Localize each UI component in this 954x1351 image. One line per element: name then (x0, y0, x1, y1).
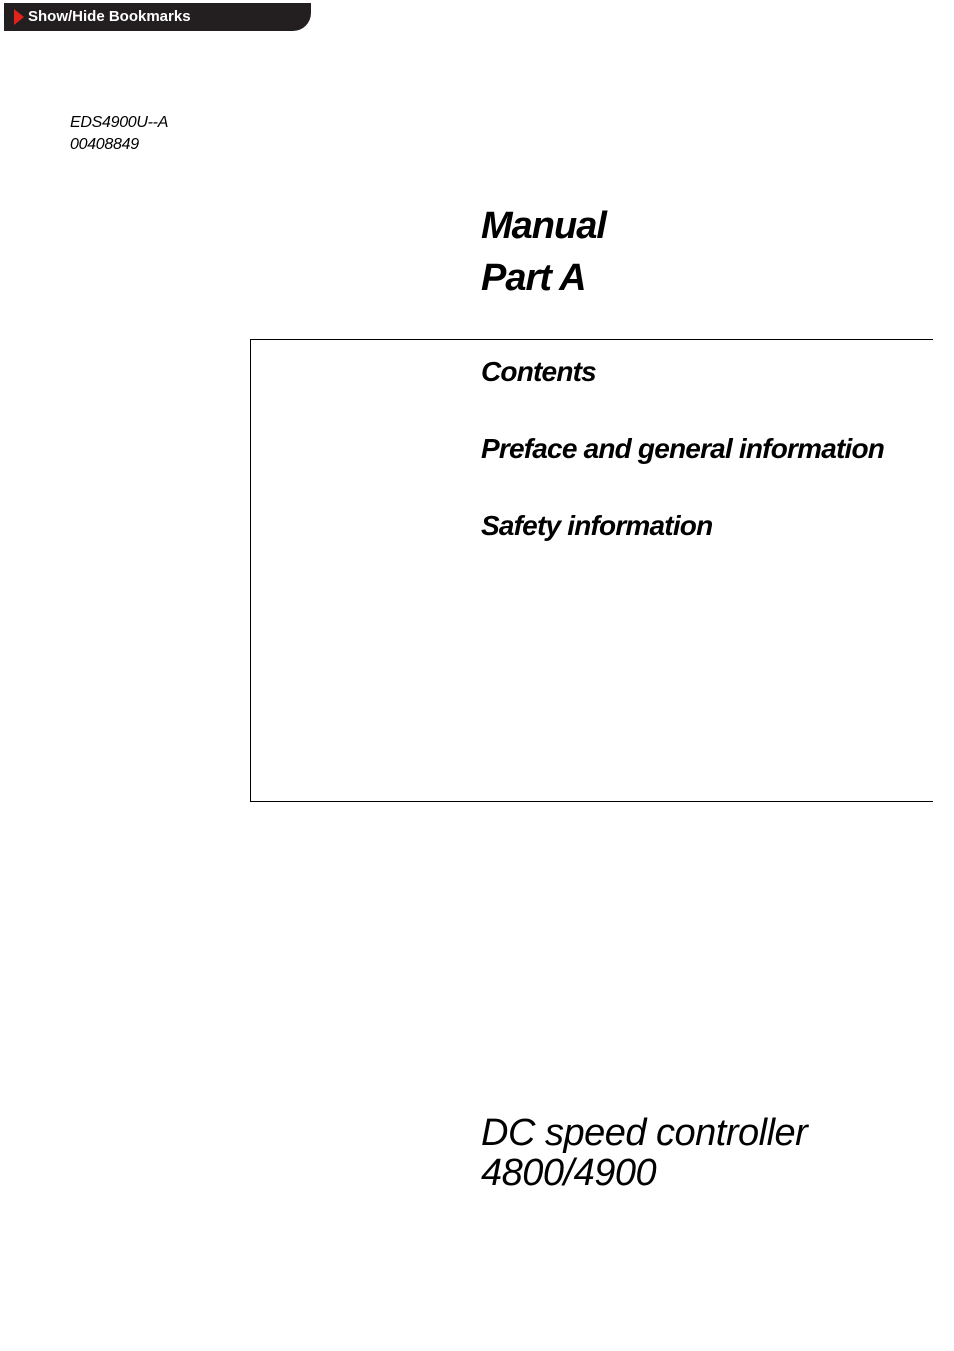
product-name-line-2: 4800/4900 (481, 1152, 657, 1194)
manual-title-line-1: Manual (481, 205, 606, 247)
product-name-line-1: DC speed controller (481, 1112, 808, 1154)
show-hide-bookmarks-button[interactable] (4, 3, 311, 31)
product-name (481, 1113, 807, 1193)
contents-item-preface[interactable]: Preface and general information (481, 433, 885, 464)
contents-item-contents[interactable]: Contents (481, 356, 596, 387)
manual-title-line-2: Part A (481, 257, 586, 299)
document-code (70, 112, 168, 156)
show-hide-bookmarks-label: Show/Hide Bookmarks (28, 8, 191, 25)
document-code-line-1: EDS4900U--A (70, 114, 169, 131)
contents-list (481, 352, 884, 583)
document-code-line-2: 00408849 (70, 136, 139, 153)
manual-title (481, 200, 606, 304)
triangle-right-icon (14, 9, 24, 25)
contents-item-safety[interactable]: Safety information (481, 510, 713, 541)
